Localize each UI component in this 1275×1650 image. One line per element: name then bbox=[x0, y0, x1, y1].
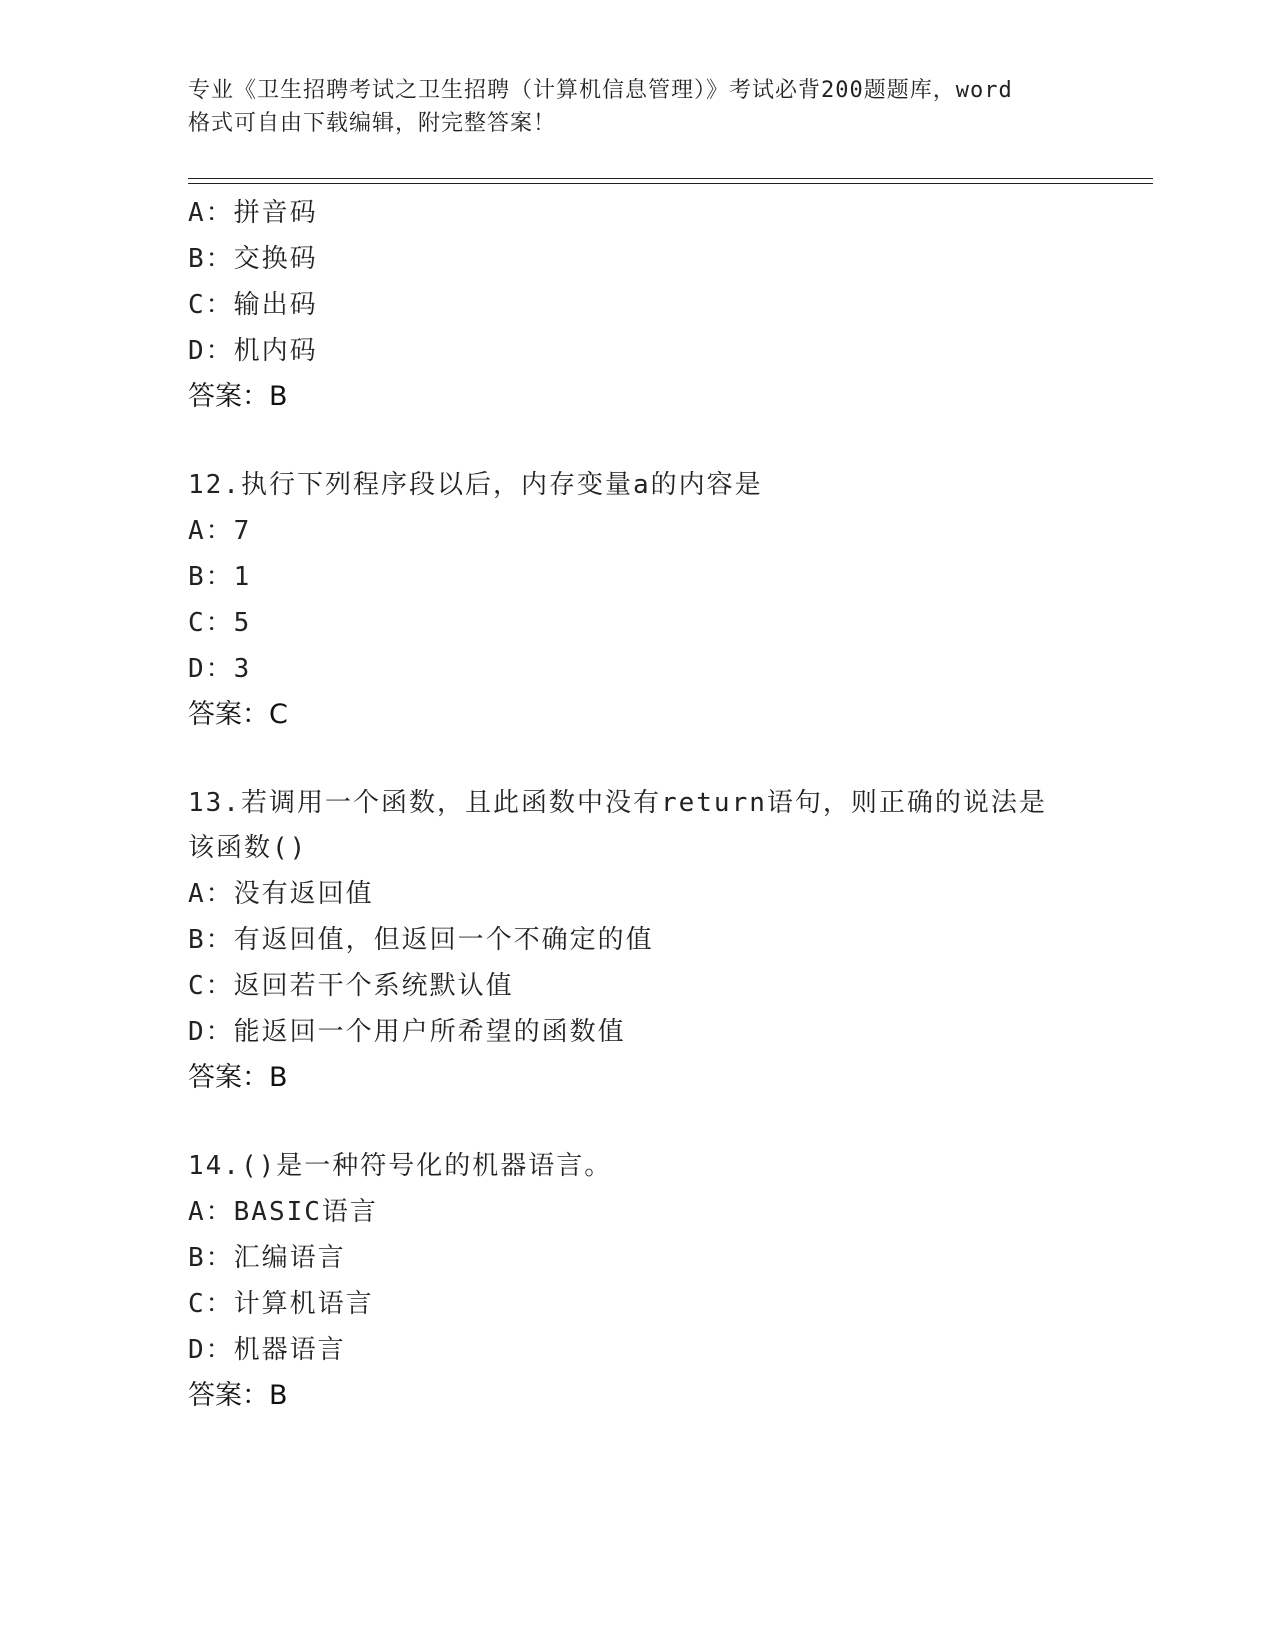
option-text: 返回若干个系统默认值 bbox=[233, 971, 514, 1001]
option-text: 汇编语言 bbox=[233, 1243, 346, 1273]
option-c bbox=[188, 963, 1148, 1009]
option-key: A： bbox=[188, 198, 234, 228]
question-title-line-2: 该函数() bbox=[188, 833, 308, 863]
option-key: C： bbox=[188, 971, 234, 1001]
header-line-1: 专业《卫生招聘考试之卫生招聘（计算机信息管理）》考试必背200题题库，word bbox=[188, 78, 1013, 103]
option-c bbox=[188, 1281, 1148, 1327]
option-d bbox=[188, 1009, 1148, 1055]
question-11 bbox=[188, 190, 1148, 420]
option-a bbox=[188, 1189, 1148, 1235]
option-key: B： bbox=[188, 562, 234, 592]
option-key: D： bbox=[188, 336, 234, 366]
header-divider-top bbox=[188, 178, 1153, 179]
option-d bbox=[188, 328, 1148, 374]
option-text: 计算机语言 bbox=[233, 1289, 374, 1319]
option-key: A： bbox=[188, 1197, 234, 1227]
option-text: 有返回值，但返回一个不确定的值 bbox=[233, 925, 654, 955]
option-text: 机内码 bbox=[233, 336, 318, 366]
question-title-line-1: 13.若调用一个函数，且此函数中没有return语句，则正确的说法是 bbox=[188, 788, 1047, 818]
header-line-2: 格式可自由下载编辑，附完整答案！ bbox=[188, 111, 557, 136]
option-key: D： bbox=[188, 1335, 234, 1365]
option-b bbox=[188, 554, 1148, 600]
option-text: 3 bbox=[233, 654, 252, 684]
option-c bbox=[188, 600, 1148, 646]
option-key: C： bbox=[188, 290, 234, 320]
option-key: C： bbox=[188, 608, 234, 638]
option-key: B： bbox=[188, 244, 234, 274]
question-title: 14.()是一种符号化的机器语言。 bbox=[188, 1151, 613, 1181]
option-text: 1 bbox=[233, 562, 252, 592]
option-a bbox=[188, 190, 1148, 236]
question-list bbox=[188, 190, 1148, 1419]
option-d bbox=[188, 646, 1148, 692]
option-b bbox=[188, 236, 1148, 282]
option-d bbox=[188, 1327, 1148, 1373]
question-title: 12.执行下列程序段以后，内存变量a的内容是 bbox=[188, 470, 763, 500]
answer-label: 答案：C bbox=[188, 699, 288, 730]
option-c bbox=[188, 282, 1148, 328]
answer-label: 答案：B bbox=[188, 381, 288, 412]
option-key: C： bbox=[188, 1289, 234, 1319]
option-a bbox=[188, 508, 1148, 554]
option-key: D： bbox=[188, 654, 234, 684]
question-12 bbox=[188, 463, 1148, 738]
option-text: 能返回一个用户所希望的函数值 bbox=[233, 1017, 626, 1047]
option-key: B： bbox=[188, 925, 234, 955]
option-key: D： bbox=[188, 1017, 234, 1047]
option-b bbox=[188, 917, 1148, 963]
option-text: 拼音码 bbox=[233, 198, 318, 228]
header-divider-bottom bbox=[188, 183, 1153, 184]
option-key: A： bbox=[188, 516, 234, 546]
answer-label: 答案：B bbox=[188, 1062, 288, 1093]
spacer bbox=[188, 420, 1148, 463]
spacer bbox=[188, 738, 1148, 781]
option-text: 机器语言 bbox=[233, 1335, 346, 1365]
option-text: BASIC语言 bbox=[233, 1197, 378, 1227]
answer-label: 答案：B bbox=[188, 1380, 288, 1411]
option-text: 7 bbox=[233, 516, 252, 546]
option-text: 5 bbox=[233, 608, 252, 638]
spacer bbox=[188, 1101, 1148, 1144]
option-key: A： bbox=[188, 879, 234, 909]
question-14 bbox=[188, 1144, 1148, 1419]
option-text: 交换码 bbox=[233, 244, 318, 274]
option-key: B： bbox=[188, 1243, 234, 1273]
option-text: 输出码 bbox=[233, 290, 318, 320]
document-header bbox=[188, 74, 1088, 140]
option-b bbox=[188, 1235, 1148, 1281]
option-a bbox=[188, 871, 1148, 917]
option-text: 没有返回值 bbox=[233, 879, 374, 909]
question-13 bbox=[188, 781, 1148, 1101]
